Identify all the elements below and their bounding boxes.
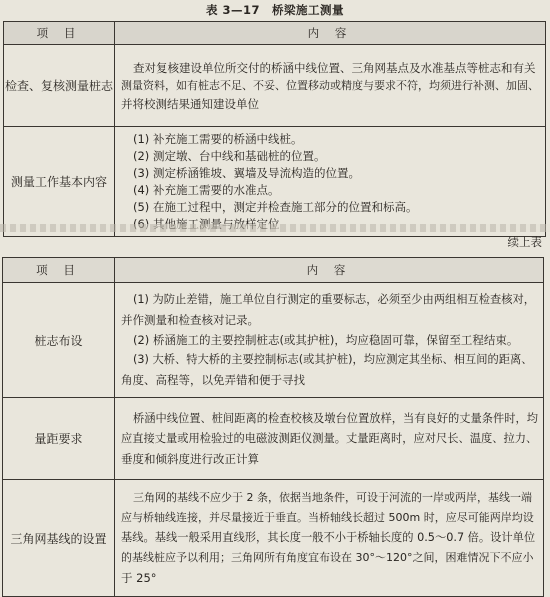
content-line: (3) 测定桥涵锥坡、翼墙及导流构造的位置。 (133, 165, 360, 180)
content-line: 基线。基线一般采用直线形，其长度一般不小于桥轴长度的 0.5～0.7 倍。设计单位 (121, 531, 536, 544)
content-line: 的基线桩应予以利用；三角网所有角度宜布设在 30°～120°之间，困难情况下不应小 (121, 551, 534, 564)
content-line: (2) 测定墩、台中线和基础桩的位置。 (133, 148, 326, 163)
row-item: 三角网基线的设置 (3, 480, 115, 597)
row-content (115, 398, 544, 480)
row-content (115, 283, 544, 398)
table-row (3, 480, 544, 597)
row-item: 检查、复核测量桩志 (4, 45, 115, 127)
table-header-row (4, 22, 546, 45)
content-line: (5) 在施工过程中，测定并检查施工部分的位置和标高。 (133, 199, 418, 214)
content-line: 查对复核建设单位所交付的桥涵中线位置、三角网基点及水准基点等桩志和有关 (133, 60, 536, 75)
content-line: 于 25° (121, 571, 157, 585)
content-line: 三角网的基线不应少于 2 条，依据当地条件，可设于河流的一岸或两岸，基线一端 (133, 491, 532, 504)
content-line: (2) 桥涵施工的主要控制桩志(或其护桩)，均应稳固可靠，保留至工程结束。 (133, 333, 519, 347)
table-row (4, 127, 546, 237)
row-content (115, 45, 546, 127)
table-caption: 表 3—17 桥梁施工测量 (205, 3, 344, 17)
content-line: 应与桥轴线连接，并尽量接近于垂直。当桥轴线长超过 500m 时，应尽可能两岸均设 (121, 511, 534, 524)
row-content (115, 127, 546, 237)
content-line: 桥涵中线位置、桩间距离的检查校核及墩台位置放样，当有良好的丈量条件时，均 (133, 411, 539, 425)
table-row (3, 398, 544, 480)
header-item: 项 目 (4, 22, 115, 45)
content-line: 并将校测结果通知建设单位 (121, 96, 259, 111)
header-item: 项 目 (3, 258, 115, 283)
content-line: (4) 补充施工需要的水准点。 (133, 182, 280, 197)
content-line: (1) 为防止差错，施工单位自行测定的重要标志，必须至少由两组相互检查核对， (133, 293, 536, 306)
row-item: 桩志布设 (3, 283, 115, 398)
content-line: 垂度和倾斜度进行改正计算 (121, 451, 259, 466)
print-through-band (0, 224, 550, 232)
header-content: 内 容 (115, 22, 546, 45)
survey-table-continued (2, 257, 544, 597)
content-line: 角度、高程等，以免弄错和便于寻找 (121, 373, 305, 387)
row-content (115, 480, 544, 597)
table-row (3, 283, 544, 398)
survey-table (3, 21, 546, 237)
continued-label: 续上表 (507, 235, 542, 249)
row-item: 量距要求 (3, 398, 115, 480)
content-line: 测量资料，如有桩志不足、不妥、位置移动或精度与要求不符，均须进行补测、加固、 (121, 78, 539, 92)
content-line: (1) 补充施工需要的桥涵中线桩。 (133, 131, 303, 146)
row-item: 测量工作基本内容 (4, 127, 115, 237)
table-row (4, 45, 546, 127)
header-content: 内 容 (115, 258, 544, 283)
table-header-row (3, 258, 544, 283)
content-line: 并作测量和检查核对记录。 (121, 313, 259, 327)
content-line: 应直接丈量或用检验过的电磁波测距仪测量。丈量距离时，应对尺长、温度、拉力、 (121, 431, 538, 445)
content-line: (3) 大桥、特大桥的主要控制标志(或其护桩)，均应测定其坐标、相互间的距离、 (133, 353, 533, 366)
